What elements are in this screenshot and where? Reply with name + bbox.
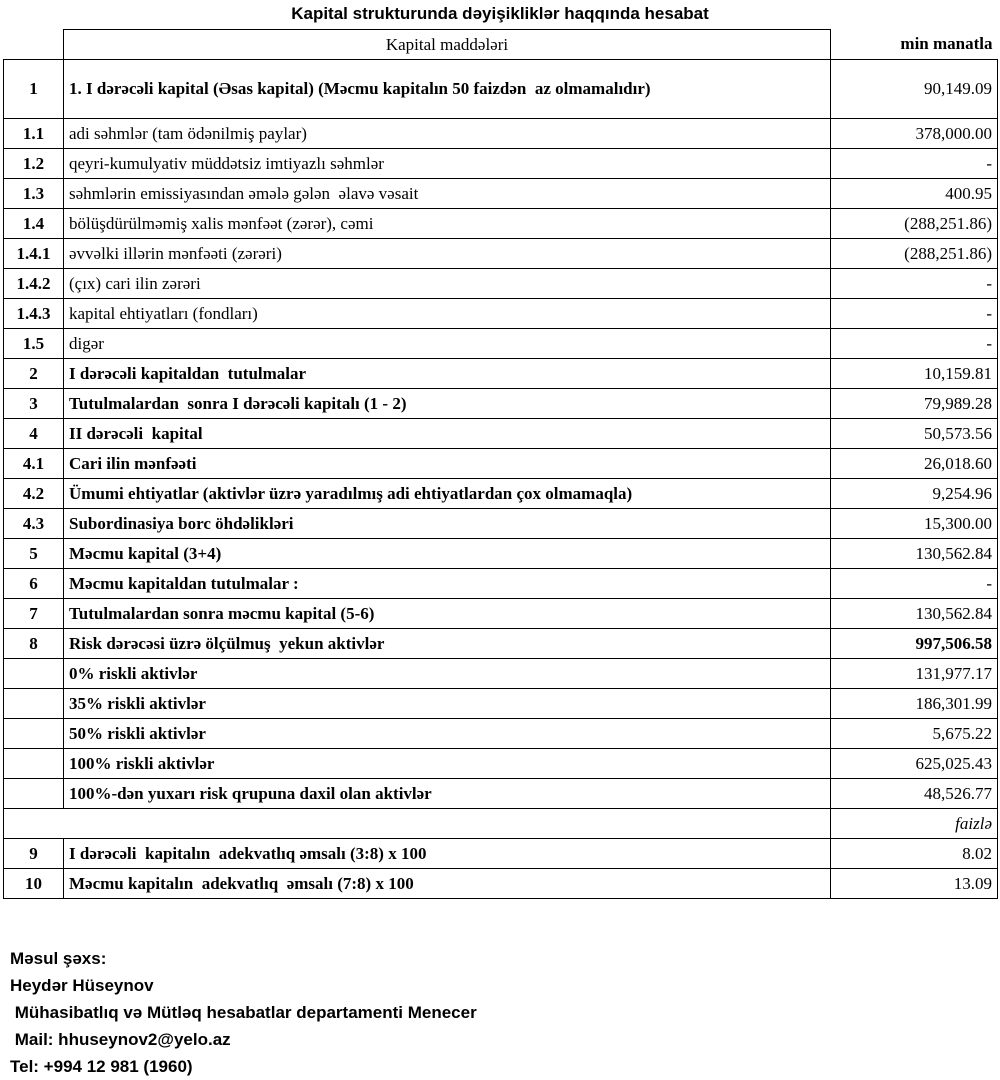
table-row bbox=[4, 479, 998, 509]
row-label-cell: Tutulmalardan sonra məcmu kapital (5-6) bbox=[64, 599, 831, 629]
row-value-cell: (288,251.86) bbox=[831, 239, 998, 269]
row-value-cell: 10,159.81 bbox=[831, 359, 998, 389]
row-value-cell: 50,573.56 bbox=[831, 419, 998, 449]
row-label-cell: 100%-dən yuxarı risk qrupuna daxil olan aktivlər bbox=[64, 779, 831, 809]
table-row bbox=[4, 539, 998, 569]
table-row bbox=[4, 179, 998, 209]
row-value-cell: 9,254.96 bbox=[831, 479, 998, 509]
row-number-cell: 1.4.1 bbox=[4, 239, 64, 269]
row-number-cell: 1.3 bbox=[4, 179, 64, 209]
table-row bbox=[4, 419, 998, 449]
row-number-cell: 5 bbox=[4, 539, 64, 569]
table-row bbox=[4, 119, 998, 149]
signature-line: Heydər Hüseynov bbox=[10, 976, 154, 995]
row-value-cell: 8.02 bbox=[831, 839, 998, 869]
table-row bbox=[4, 869, 998, 899]
row-value-cell: 5,675.22 bbox=[831, 719, 998, 749]
row-label-cell: Risk dərəcəsi üzrə ölçülmuş yekun aktivlər bbox=[64, 629, 831, 659]
row-number-cell: 1.1 bbox=[4, 119, 64, 149]
row-label-cell: 0% riskli aktivlər bbox=[64, 659, 831, 689]
row-number-cell: 10 bbox=[4, 869, 64, 899]
table-body bbox=[4, 60, 998, 899]
row-label-cell: səhmlərin emissiyasından əmələ gələn əlavə vəsait bbox=[64, 179, 831, 209]
table-row bbox=[4, 60, 998, 119]
capital-structure-table bbox=[3, 29, 998, 899]
table-row bbox=[4, 239, 998, 269]
signature-line: Mühasibatlıq və Mütləq hesabatlar departamenti Menecer bbox=[10, 1003, 477, 1022]
row-label-cell: Məcmu kapitaldan tutulmalar : bbox=[64, 569, 831, 599]
table-row bbox=[4, 569, 998, 599]
report-title: Kapital strukturunda dəyişikliklər haqqında hesabat bbox=[291, 4, 709, 23]
row-number-cell bbox=[4, 659, 64, 689]
row-number-cell: 4 bbox=[4, 419, 64, 449]
row-value-cell: 48,526.77 bbox=[831, 779, 998, 809]
table-row bbox=[4, 809, 998, 839]
row-label-cell: I dərəcəli kapitalın adekvatlıq əmsalı (3:8) x 100 bbox=[64, 839, 831, 869]
row-label-cell: Tutulmalardan sonra I dərəcəli kapitalı (1 - 2) bbox=[64, 389, 831, 419]
row-label-cell: 50% riskli aktivlər bbox=[64, 719, 831, 749]
table-row bbox=[4, 299, 998, 329]
table-row bbox=[4, 269, 998, 299]
row-label-cell: Subordinasiya borc öhdəlikləri bbox=[64, 509, 831, 539]
unit-cell: faizlə bbox=[831, 809, 998, 839]
row-number-cell: 1.2 bbox=[4, 149, 64, 179]
row-value-cell: 90,149.09 bbox=[831, 60, 998, 119]
header-empty-cell bbox=[4, 30, 64, 60]
table-row bbox=[4, 749, 998, 779]
row-value-cell: - bbox=[831, 149, 998, 179]
row-number-cell: 1.5 bbox=[4, 329, 64, 359]
table-row bbox=[4, 449, 998, 479]
row-number-cell: 2 bbox=[4, 359, 64, 389]
table-row bbox=[4, 329, 998, 359]
row-number-cell: 1.4 bbox=[4, 209, 64, 239]
row-number-cell: 4.1 bbox=[4, 449, 64, 479]
row-label-cell: II dərəcəli kapital bbox=[64, 419, 831, 449]
row-number-cell bbox=[4, 749, 64, 779]
table-row bbox=[4, 509, 998, 539]
signature-block bbox=[10, 945, 1000, 1080]
row-value-cell: 625,025.43 bbox=[831, 749, 998, 779]
row-number-cell: 4.2 bbox=[4, 479, 64, 509]
row-value-cell: - bbox=[831, 569, 998, 599]
header-unit-cell: min manatla bbox=[900, 34, 993, 54]
row-number-cell: 1.4.2 bbox=[4, 269, 64, 299]
row-number-cell: 3 bbox=[4, 389, 64, 419]
row-label-cell: əvvəlki illərin mənfəəti (zərəri) bbox=[64, 239, 831, 269]
table-row bbox=[4, 149, 998, 179]
table-row bbox=[4, 629, 998, 659]
row-number-cell: 6 bbox=[4, 569, 64, 599]
row-value-cell: 130,562.84 bbox=[831, 539, 998, 569]
row-number-cell bbox=[4, 719, 64, 749]
row-label-cell: bölüşdürülməmiş xalis mənfəət (zərər), cəmi bbox=[64, 209, 831, 239]
table-row bbox=[4, 599, 998, 629]
row-value-cell: - bbox=[831, 269, 998, 299]
row-label-cell: 35% riskli aktivlər bbox=[64, 689, 831, 719]
row-label-cell: (çıx) cari ilin zərəri bbox=[64, 269, 831, 299]
row-label-cell: kapital ehtiyatları (fondları) bbox=[64, 299, 831, 329]
row-value-cell: 13.09 bbox=[831, 869, 998, 899]
row-value-cell: 186,301.99 bbox=[831, 689, 998, 719]
table-row bbox=[4, 719, 998, 749]
row-label-cell: Cari ilin mənfəəti bbox=[64, 449, 831, 479]
table-row bbox=[4, 779, 998, 809]
row-label-cell: 1. I dərəcəli kapital (Əsas kapital) (Məcmu kapitalın 50 faizdən az olmamalıdır) bbox=[64, 60, 831, 119]
table-row bbox=[4, 389, 998, 419]
row-label-cell: qeyri-kumulyativ müddətsiz imtiyazlı səhmlər bbox=[64, 149, 831, 179]
row-number-cell: 9 bbox=[4, 839, 64, 869]
row-value-cell: 997,506.58 bbox=[831, 629, 998, 659]
signature-line: Tel: +994 12 981 (1960) bbox=[10, 1057, 193, 1076]
table-row bbox=[4, 209, 998, 239]
row-label-cell: 100% riskli aktivlər bbox=[64, 749, 831, 779]
row-number-cell bbox=[4, 779, 64, 809]
row-number-cell: 4.3 bbox=[4, 509, 64, 539]
merged-empty-cell bbox=[4, 809, 831, 839]
table-row bbox=[4, 839, 998, 869]
row-value-cell: - bbox=[831, 299, 998, 329]
table-header-row bbox=[4, 30, 998, 60]
row-value-cell: 26,018.60 bbox=[831, 449, 998, 479]
row-value-cell: 378,000.00 bbox=[831, 119, 998, 149]
row-label-cell: Məcmu kapital (3+4) bbox=[64, 539, 831, 569]
table-row bbox=[4, 359, 998, 389]
row-number-cell: 7 bbox=[4, 599, 64, 629]
row-label-cell: I dərəcəli kapitaldan tutulmalar bbox=[64, 359, 831, 389]
row-number-cell bbox=[4, 689, 64, 719]
row-label-cell: digər bbox=[64, 329, 831, 359]
header-label-cell: Kapital maddələri bbox=[64, 30, 831, 60]
table-row bbox=[4, 659, 998, 689]
row-label-cell: Məcmu kapitalın adekvatlıq əmsalı (7:8) x 100 bbox=[64, 869, 831, 899]
row-number-cell: 8 bbox=[4, 629, 64, 659]
signature-line: Mail: hhuseynov2@yelo.az bbox=[10, 1030, 231, 1049]
row-value-cell: (288,251.86) bbox=[831, 209, 998, 239]
row-label-cell: adi səhmlər (tam ödənilmiş paylar) bbox=[64, 119, 831, 149]
row-value-cell: 130,562.84 bbox=[831, 599, 998, 629]
row-value-cell: 15,300.00 bbox=[831, 509, 998, 539]
signature-line: Məsul şəxs: bbox=[10, 949, 107, 968]
row-label-cell: Ümumi ehtiyatlar (aktivlər üzrə yaradılmış adi ehtiyatlardan çox olmamaqla) bbox=[64, 479, 831, 509]
row-number-cell: 1 bbox=[4, 60, 64, 119]
row-value-cell: 79,989.28 bbox=[831, 389, 998, 419]
row-value-cell: 131,977.17 bbox=[831, 659, 998, 689]
row-number-cell: 1.4.3 bbox=[4, 299, 64, 329]
table-row bbox=[4, 689, 998, 719]
row-value-cell: - bbox=[831, 329, 998, 359]
row-value-cell: 400.95 bbox=[831, 179, 998, 209]
